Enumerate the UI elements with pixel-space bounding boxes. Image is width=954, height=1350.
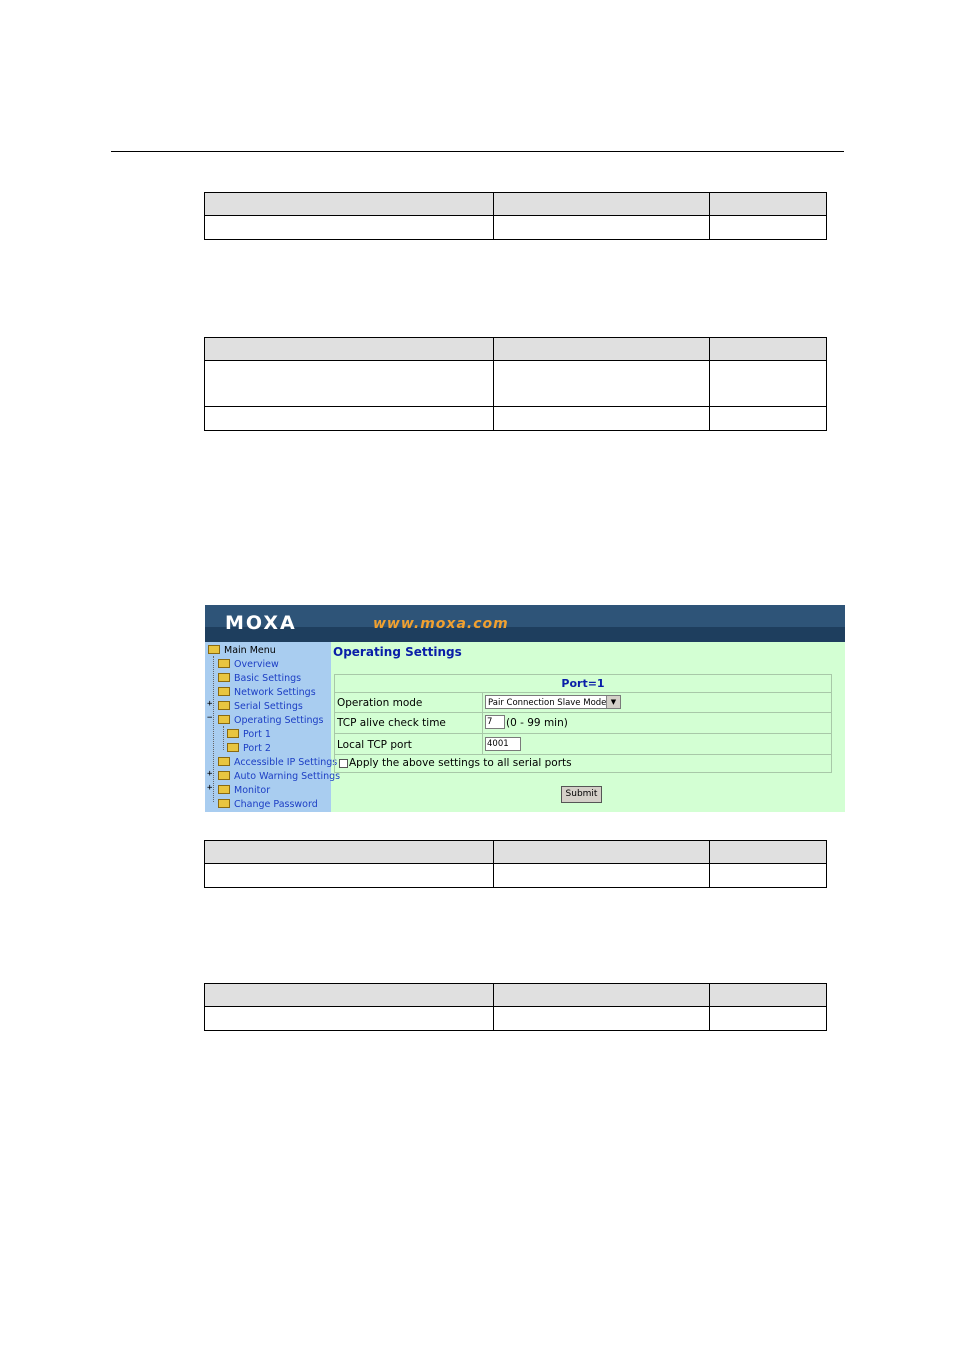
folder-icon bbox=[218, 701, 230, 710]
table-row bbox=[205, 1007, 827, 1031]
folder-open-icon bbox=[218, 715, 230, 724]
sidebar-item-basic-settings[interactable]: Basic Settings bbox=[218, 673, 301, 684]
folder-icon bbox=[218, 757, 230, 766]
sidebar-item-operating-settings[interactable]: Operating Settings bbox=[218, 715, 323, 726]
table-row bbox=[205, 216, 827, 240]
spec-table-3 bbox=[204, 840, 827, 888]
table-row bbox=[205, 361, 827, 407]
table-row bbox=[205, 407, 827, 431]
web-console-screenshot bbox=[205, 605, 845, 812]
sidebar-item-auto-warning[interactable]: Auto Warning Settings bbox=[218, 771, 340, 782]
sidebar-item-port-2[interactable]: Port 2 bbox=[227, 743, 271, 754]
table-header-row bbox=[205, 338, 827, 361]
table-header-row bbox=[205, 193, 827, 216]
spec-table-1 bbox=[204, 192, 827, 240]
folder-icon bbox=[218, 771, 230, 780]
spec-table-4 bbox=[204, 983, 827, 1031]
header-rule bbox=[111, 151, 844, 152]
submit-button[interactable]: Submit bbox=[561, 786, 602, 803]
sidebar-item-serial-settings[interactable]: Serial Settings bbox=[218, 701, 303, 712]
sidebar-item-port-1[interactable]: Port 1 bbox=[227, 729, 271, 740]
sidebar-main-menu[interactable]: Main Menu bbox=[208, 645, 276, 656]
local-tcp-port-label: Local TCP port bbox=[337, 739, 412, 751]
table-header-row bbox=[205, 841, 827, 864]
operation-mode-label: Operation mode bbox=[337, 697, 423, 709]
operation-mode-row bbox=[335, 692, 831, 713]
local-tcp-port-row bbox=[335, 733, 831, 755]
chevron-down-icon: ▼ bbox=[606, 696, 620, 708]
page-title: Operating Settings bbox=[333, 645, 462, 659]
folder-icon bbox=[227, 743, 239, 752]
port-header: Port=1 bbox=[561, 677, 605, 690]
banner bbox=[205, 605, 845, 642]
folder-icon bbox=[218, 673, 230, 682]
apply-all-row bbox=[335, 754, 831, 773]
local-tcp-port-input[interactable]: 4001 bbox=[485, 737, 521, 751]
sidebar-item-change-password[interactable]: Change Password bbox=[218, 799, 318, 810]
sidebar-item-network-settings[interactable]: Network Settings bbox=[218, 687, 316, 698]
tcp-alive-row bbox=[335, 712, 831, 734]
tcp-alive-label: TCP alive check time bbox=[337, 717, 446, 729]
folder-icon bbox=[218, 687, 230, 696]
operating-settings-form bbox=[334, 674, 832, 773]
apply-all-checkbox[interactable] bbox=[339, 759, 348, 768]
folder-icon bbox=[227, 729, 239, 738]
table-header-row bbox=[205, 984, 827, 1007]
folder-icon bbox=[218, 659, 230, 668]
expand-plus-icon[interactable]: + bbox=[207, 699, 213, 709]
table-row bbox=[205, 864, 827, 888]
folder-icon bbox=[218, 799, 230, 808]
moxa-logo: MOXA bbox=[225, 612, 297, 634]
tcp-alive-input[interactable]: 7 bbox=[485, 715, 505, 729]
site-url: www.moxa.com bbox=[373, 616, 509, 632]
tcp-alive-range: (0 - 99 min) bbox=[506, 717, 568, 729]
sidebar-item-monitor[interactable]: Monitor bbox=[218, 785, 270, 796]
sidebar-item-overview[interactable]: Overview bbox=[218, 659, 279, 670]
apply-all-label: Apply the above settings to all serial ports bbox=[349, 757, 572, 769]
expand-plus-icon[interactable]: + bbox=[207, 769, 213, 779]
collapse-minus-icon[interactable]: − bbox=[207, 713, 213, 723]
sidebar-item-accessible-ip[interactable]: Accessible IP Settings bbox=[218, 757, 337, 768]
sidebar-menu bbox=[205, 642, 341, 812]
operation-mode-select[interactable]: Pair Connection Slave Mode ▼ bbox=[485, 695, 621, 709]
folder-open-icon bbox=[208, 645, 220, 654]
spec-table-2 bbox=[204, 337, 827, 431]
expand-plus-icon[interactable]: + bbox=[207, 783, 213, 793]
folder-icon bbox=[218, 785, 230, 794]
